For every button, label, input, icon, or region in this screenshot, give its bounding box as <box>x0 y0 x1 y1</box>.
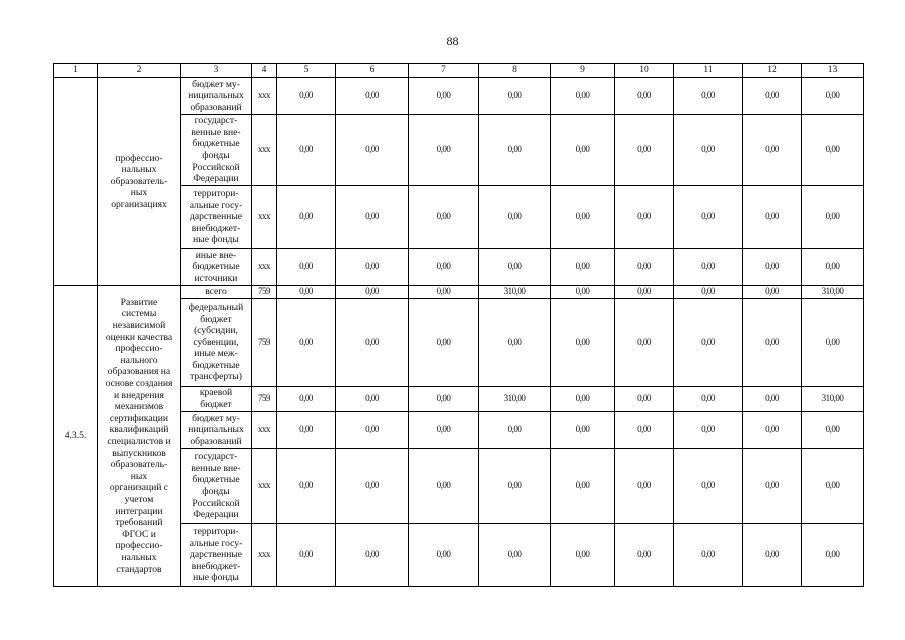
value-cell: 0,00 <box>479 249 551 286</box>
value-cell: 0,00 <box>479 524 551 587</box>
column-header: 5 <box>277 64 336 78</box>
value-cell: 0,00 <box>409 286 479 299</box>
column-header: 2 <box>98 64 181 78</box>
column-number-row <box>54 64 864 78</box>
value-cell: 0,00 <box>336 78 409 115</box>
value-cell: 0,00 <box>743 249 802 286</box>
value-cell: 0,00 <box>802 524 864 587</box>
value-cell: 0,00 <box>336 286 409 299</box>
value-cell: 0,00 <box>743 387 802 412</box>
value-cell: 0,00 <box>277 412 336 449</box>
column-header: 10 <box>615 64 674 78</box>
value-cell: 0,00 <box>674 387 743 412</box>
row-code: ххх <box>252 115 277 186</box>
value-cell: 310,00 <box>802 387 864 412</box>
value-cell: 0,00 <box>336 524 409 587</box>
column-header: 4 <box>252 64 277 78</box>
value-cell: 0,00 <box>674 524 743 587</box>
value-cell: 0,00 <box>277 249 336 286</box>
funding-source: государст- венные вне- бюджетные фонды Российской Федерации <box>181 115 252 186</box>
budget-table <box>53 63 864 587</box>
value-cell: 310,00 <box>479 387 551 412</box>
column-header: 7 <box>409 64 479 78</box>
value-cell: 0,00 <box>551 299 615 387</box>
row-code: ххх <box>252 412 277 449</box>
value-cell: 0,00 <box>674 299 743 387</box>
value-cell: 0,00 <box>615 78 674 115</box>
value-cell: 0,00 <box>479 299 551 387</box>
value-cell: 0,00 <box>409 249 479 286</box>
value-cell: 0,00 <box>743 115 802 186</box>
row-code: ххх <box>252 524 277 587</box>
value-cell: 0,00 <box>277 449 336 524</box>
value-cell: 0,00 <box>802 249 864 286</box>
measure-name: Развитие системы независимой оценки качества профессио- нального образования на основе создания и внедрения механизмов сертификации квалификаций специалистов и выпускников образователь- ных организаций с учетом интеграции требований ФГОС и профессио- нальных стандартов <box>98 286 181 587</box>
row-code: 759 <box>252 387 277 412</box>
column-header: 9 <box>551 64 615 78</box>
value-cell: 0,00 <box>479 115 551 186</box>
row-code: 759 <box>252 286 277 299</box>
funding-source: федеральный бюджет (субсидии, субвенции, иные меж- бюджетные трансферты) <box>181 299 252 387</box>
value-cell: 0,00 <box>277 387 336 412</box>
row-code: ххх <box>252 249 277 286</box>
value-cell: 0,00 <box>674 449 743 524</box>
value-cell: 0,00 <box>674 78 743 115</box>
value-cell: 0,00 <box>674 412 743 449</box>
value-cell: 0,00 <box>802 449 864 524</box>
value-cell: 0,00 <box>409 78 479 115</box>
value-cell: 0,00 <box>802 78 864 115</box>
value-cell: 0,00 <box>551 449 615 524</box>
value-cell: 0,00 <box>409 299 479 387</box>
column-header: 6 <box>336 64 409 78</box>
value-cell: 0,00 <box>615 249 674 286</box>
column-header: 13 <box>802 64 864 78</box>
value-cell: 0,00 <box>277 115 336 186</box>
funding-source: краевой бюджет <box>181 387 252 412</box>
column-header: 8 <box>479 64 551 78</box>
funding-source: территори- альные госу- дарственные внебюджет- ные фонды <box>181 186 252 249</box>
value-cell: 0,00 <box>674 186 743 249</box>
value-cell: 0,00 <box>615 115 674 186</box>
value-cell: 310,00 <box>802 286 864 299</box>
value-cell: 0,00 <box>615 412 674 449</box>
value-cell: 0,00 <box>551 412 615 449</box>
value-cell: 0,00 <box>551 524 615 587</box>
value-cell: 0,00 <box>551 286 615 299</box>
value-cell: 0,00 <box>409 115 479 186</box>
value-cell: 0,00 <box>551 78 615 115</box>
value-cell: 0,00 <box>615 387 674 412</box>
measure-code: 4.3.5. <box>54 286 98 587</box>
value-cell: 0,00 <box>551 249 615 286</box>
table-row <box>54 78 864 115</box>
value-cell: 0,00 <box>743 449 802 524</box>
measure-name: профессио- нальных образователь- ных организациях <box>98 78 181 286</box>
column-header: 12 <box>743 64 802 78</box>
value-cell: 0,00 <box>674 115 743 186</box>
value-cell: 0,00 <box>674 286 743 299</box>
value-cell: 0,00 <box>336 186 409 249</box>
value-cell: 0,00 <box>277 299 336 387</box>
row-code: ххх <box>252 449 277 524</box>
value-cell: 0,00 <box>409 524 479 587</box>
funding-source: бюджет му- ниципальных образований <box>181 78 252 115</box>
value-cell: 0,00 <box>479 78 551 115</box>
funding-source: иные вне- бюджетные источники <box>181 249 252 286</box>
value-cell: 0,00 <box>743 286 802 299</box>
value-cell: 0,00 <box>479 449 551 524</box>
value-cell: 0,00 <box>743 412 802 449</box>
column-header: 1 <box>54 64 98 78</box>
value-cell: 0,00 <box>409 412 479 449</box>
value-cell: 0,00 <box>277 78 336 115</box>
row-code: 759 <box>252 299 277 387</box>
value-cell: 0,00 <box>479 412 551 449</box>
measure-code <box>54 78 98 286</box>
value-cell: 0,00 <box>409 387 479 412</box>
column-header: 11 <box>674 64 743 78</box>
value-cell: 0,00 <box>551 387 615 412</box>
value-cell: 0,00 <box>615 186 674 249</box>
value-cell: 0,00 <box>615 449 674 524</box>
value-cell: 0,00 <box>336 387 409 412</box>
value-cell: 0,00 <box>615 286 674 299</box>
value-cell: 0,00 <box>277 286 336 299</box>
value-cell: 0,00 <box>336 412 409 449</box>
value-cell: 0,00 <box>674 249 743 286</box>
column-header: 3 <box>181 64 252 78</box>
value-cell: 0,00 <box>336 249 409 286</box>
value-cell: 0,00 <box>336 449 409 524</box>
table-row <box>54 286 864 299</box>
value-cell: 0,00 <box>277 524 336 587</box>
value-cell: 0,00 <box>743 78 802 115</box>
page-number: 88 <box>446 34 459 48</box>
value-cell: 0,00 <box>336 299 409 387</box>
row-code: ххх <box>252 78 277 115</box>
value-cell: 0,00 <box>336 115 409 186</box>
funding-source: государст- венные вне- бюджетные фонды Российской Федерации <box>181 449 252 524</box>
value-cell: 0,00 <box>551 115 615 186</box>
value-cell: 0,00 <box>743 299 802 387</box>
value-cell: 0,00 <box>277 186 336 249</box>
value-cell: 0,00 <box>551 186 615 249</box>
value-cell: 310,00 <box>479 286 551 299</box>
value-cell: 0,00 <box>802 299 864 387</box>
value-cell: 0,00 <box>802 115 864 186</box>
value-cell: 0,00 <box>802 186 864 249</box>
funding-source: территори- альные госу- дарственные внебюджет- ные фонды <box>181 524 252 587</box>
value-cell: 0,00 <box>479 186 551 249</box>
value-cell: 0,00 <box>409 186 479 249</box>
value-cell: 0,00 <box>802 412 864 449</box>
row-code: ххх <box>252 186 277 249</box>
value-cell: 0,00 <box>615 299 674 387</box>
funding-source: всего <box>181 286 252 299</box>
value-cell: 0,00 <box>409 449 479 524</box>
value-cell: 0,00 <box>615 524 674 587</box>
funding-source: бюджет му- ниципальных образований <box>181 412 252 449</box>
value-cell: 0,00 <box>743 524 802 587</box>
value-cell: 0,00 <box>743 186 802 249</box>
